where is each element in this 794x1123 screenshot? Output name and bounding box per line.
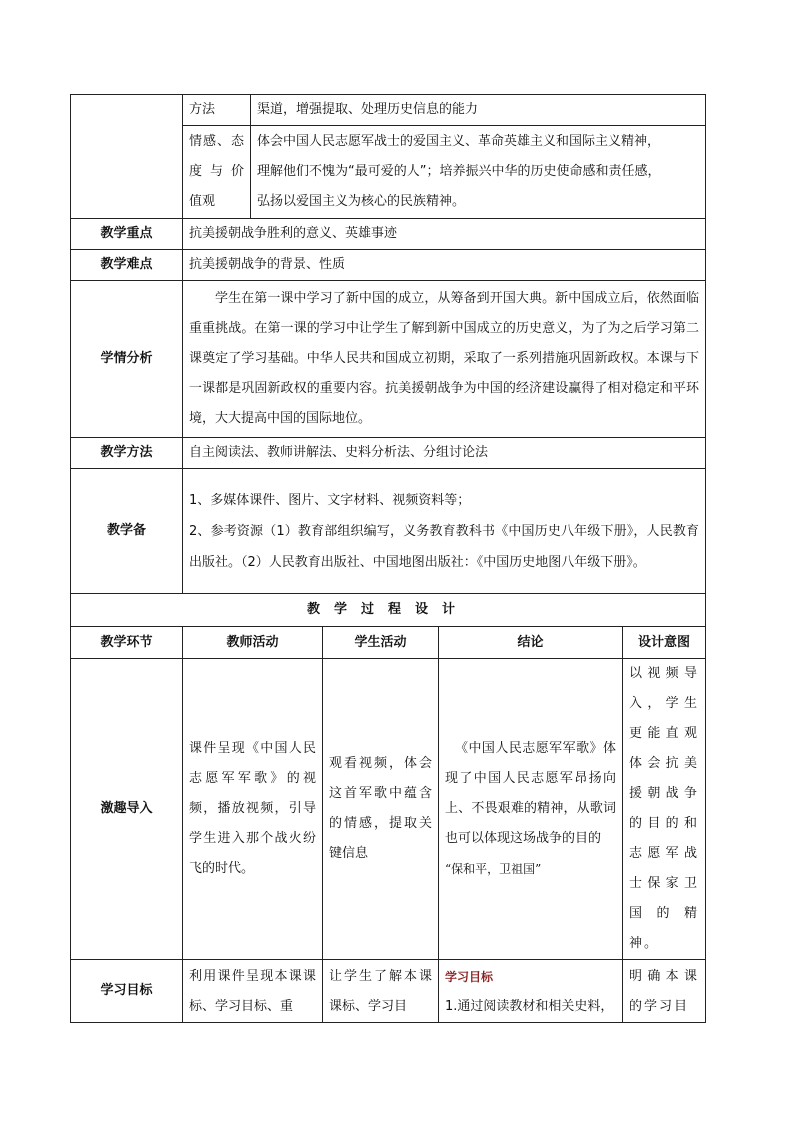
learner-analysis-text: 学生在第一课中学习了新中国的成立，从筹备到开国大典。新中国成立后，依然面临重重挑战。在第一课的学习中让学生了解到新中国成立的历史意义，为了为之后学习第二课奠定了学习基础。中华人民共和国成立初期，采取了一系列措施巩固新政权。本课与下一课都是巩固新政权的重要内容。抗美援朝战争为中国的经济建设赢得了相对稳定和平环境，大大提高中国的国际地位。 — [183, 281, 706, 438]
process-title: 教学过程设计 — [71, 594, 706, 627]
header-conclusion: 结论 — [439, 627, 623, 659]
methods-row — [71, 438, 706, 469]
learner-analysis-label: 学情分析 — [71, 281, 183, 438]
header-intent: 设计意图 — [623, 627, 706, 659]
emotion-text-line: 体会中国人民志愿军战士的爱国主义、革命英雄主义和国际主义精神， — [257, 134, 661, 149]
process-row — [71, 659, 706, 960]
objective-method-row — [71, 95, 706, 126]
conclusion-title: 学习目标 — [445, 970, 494, 984]
emotion-text-line: 理解他们不愧为“最可爱的人”；培养振兴中华的历史使命感和责任感， — [257, 164, 661, 179]
preparation-label: 教学备 — [71, 469, 183, 594]
process-title-row — [71, 594, 706, 627]
header-stage: 教学环节 — [71, 627, 183, 659]
intent-cell: 明确本课的学习目 — [623, 960, 706, 1023]
preparation-text — [183, 469, 706, 594]
emotion-label-line: 情感、态 — [189, 134, 244, 149]
methods-label: 教学方法 — [71, 438, 183, 469]
process-row — [71, 960, 706, 1023]
emotion-label-line: 值观 — [189, 194, 216, 209]
key-points-text: 抗美援朝战争胜利的意义、英雄事迹 — [183, 219, 706, 250]
emotion-text — [251, 126, 706, 219]
key-points-row — [71, 219, 706, 250]
emotion-label — [183, 126, 251, 219]
student-activity-cell: 观看视频，体会这首军歌中蕴含的情感，提取关键信息 — [323, 659, 439, 960]
preparation-row — [71, 469, 706, 594]
teacher-activity-cell: 课件呈现《中国人民志愿军军歌》的视频，播放视频，引导学生进入那个战火纷飞的时代。 — [183, 659, 323, 960]
conclusion-cell — [439, 960, 623, 1023]
conclusion-quote: “保和平，卫祖国” — [445, 862, 542, 876]
objectives-merged-cell — [71, 95, 183, 219]
conclusion-cell — [439, 659, 623, 960]
conclusion-text: 1.通过阅读教材和相关史料， — [445, 999, 614, 1014]
preparation-item-2: 2、参考资源（1）教育部组织编写，义务教育教科书《中国历史八年级下册》，人民教育出版社。（2）人民教育出版社、中国地图出版社：《中国历史地图八年级下册》。 — [189, 523, 700, 570]
emotion-label-line: 度与价 — [189, 164, 244, 179]
lesson-plan-table — [70, 94, 706, 1023]
student-activity-cell: 让学生了解本课课标、学习目 — [323, 960, 439, 1023]
teacher-activity-cell: 利用课件呈现本课课标、学习目标、重 — [183, 960, 323, 1023]
preparation-item-1: 1、多媒体课件、图片、文字材料、视频资料等； — [189, 492, 471, 508]
difficulties-label: 教学难点 — [71, 250, 183, 281]
stage-cell: 激趣导入 — [71, 659, 183, 960]
learner-analysis-row — [71, 281, 706, 438]
process-header-row — [71, 627, 706, 659]
method-label: 方法 — [183, 95, 251, 126]
stage-cell: 学习目标 — [71, 960, 183, 1023]
method-text: 渠道，增强提取、处理历史信息的能力 — [251, 95, 706, 126]
conclusion-text: 《中国人民志愿军军歌》体现了中国人民志愿军昂扬向上、不畏艰难的精神，从歌词也可以体现这场战争的目的 — [445, 741, 616, 846]
header-student: 学生活动 — [323, 627, 439, 659]
key-points-label: 教学重点 — [71, 219, 183, 250]
difficulties-row — [71, 250, 706, 281]
difficulties-text: 抗美援朝战争的背景、性质 — [183, 250, 706, 281]
intent-cell: 以视频导入，学生更能直观体会抗美援朝战争的目的和志愿军战士保家卫国的精神。 — [623, 659, 706, 960]
methods-text: 自主阅读法、教师讲解法、史料分析法、分组讨论法 — [183, 438, 706, 469]
header-teacher: 教师活动 — [183, 627, 323, 659]
emotion-text-line: 弘扬以爱国主义为核心的民族精神。 — [257, 194, 466, 209]
